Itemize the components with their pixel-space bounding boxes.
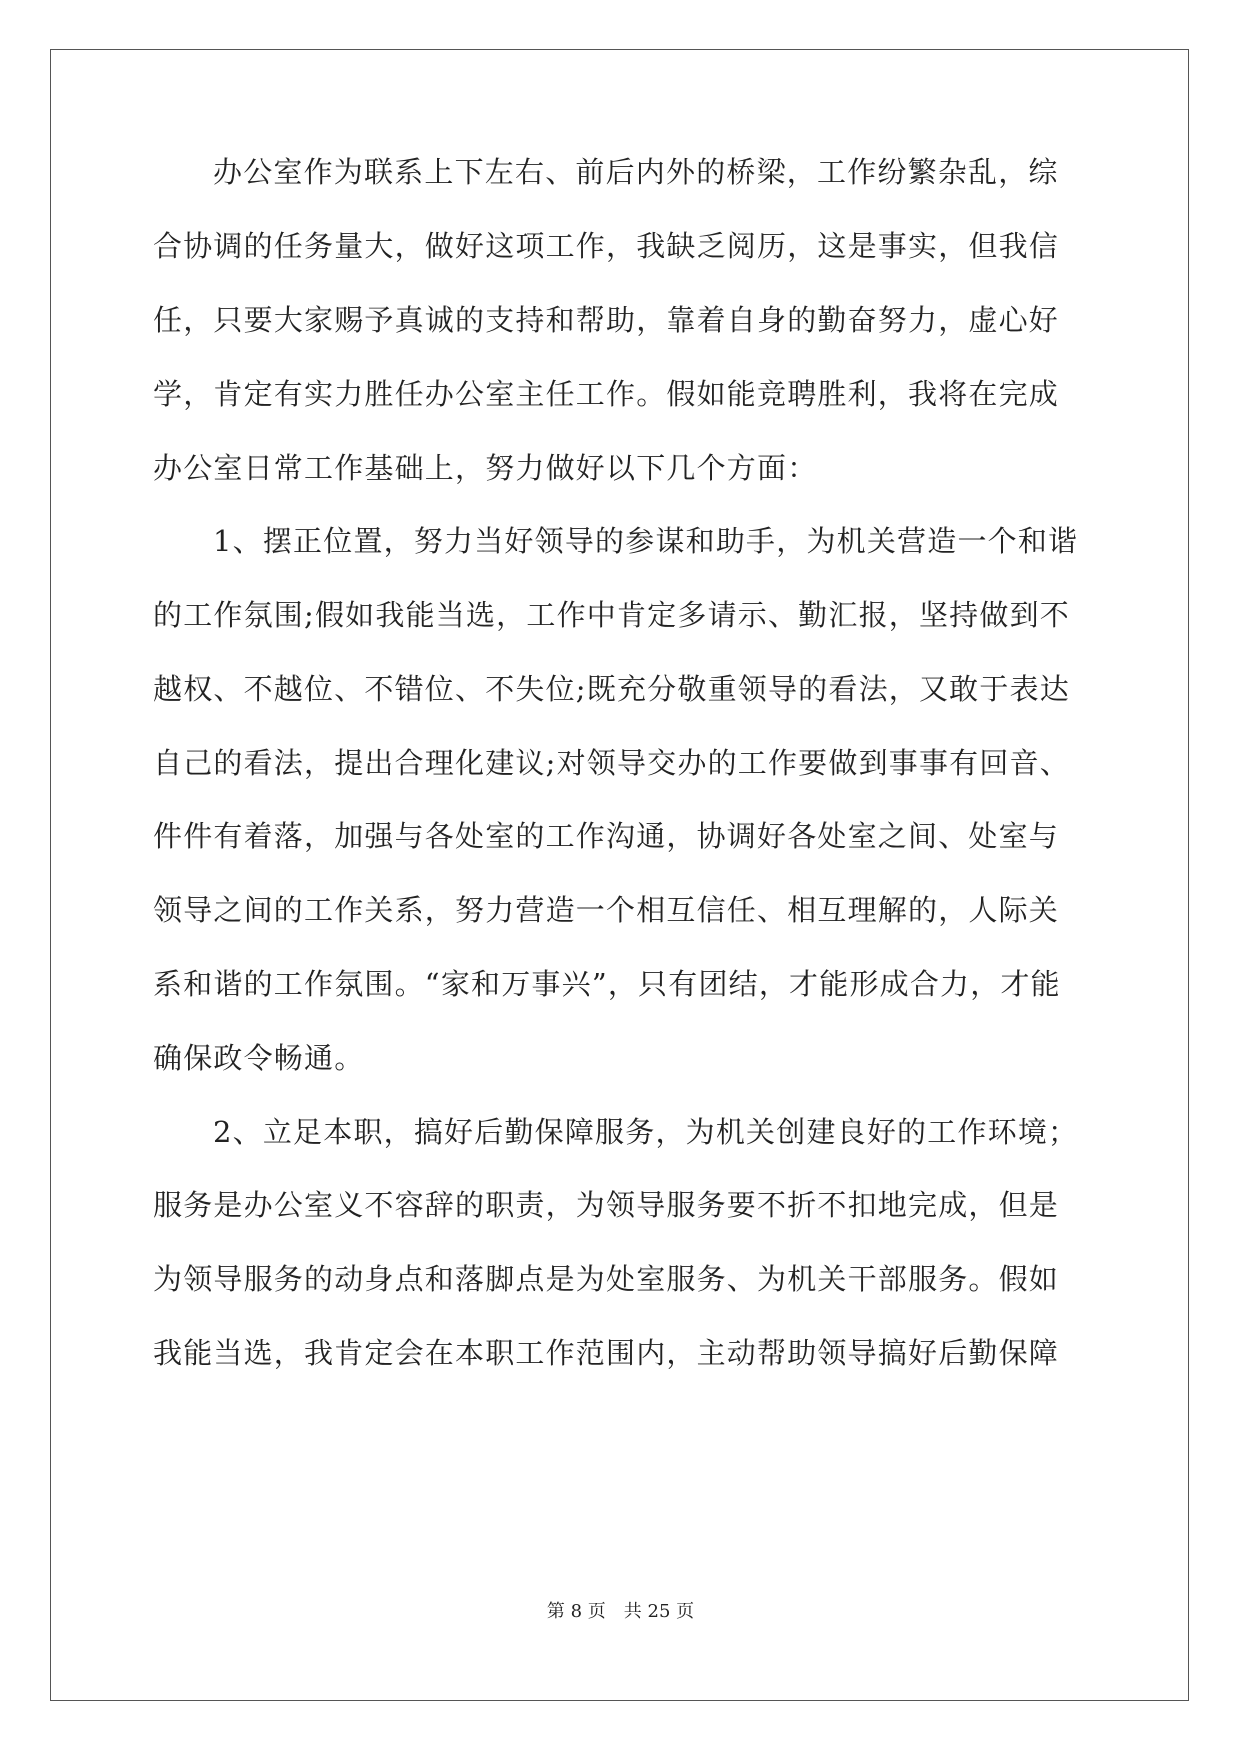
paragraph-line: 越权、不越位、不错位、不失位;既充分敬重领导的看法，又敢于表达 <box>153 672 1070 706</box>
paragraph-line: 学，肯定有实力胜任办公室主任工作。假如能竞聘胜利，我将在完成 <box>153 377 1060 411</box>
paragraph-line: 确保政令畅通。 <box>153 1041 365 1075</box>
paragraph-line: 领导之间的工作关系，努力营造一个相互信任、相互理解的，人际关 <box>153 893 1060 927</box>
paragraph-line: 办公室日常工作基础上，努力做好以下几个方面： <box>153 451 818 485</box>
paragraph-line: 为领导服务的动身点和落脚点是为处室服务、为机关干部服务。假如 <box>153 1262 1060 1296</box>
paragraph-line: 的工作氛围;假如我能当选，工作中肯定多请示、勤汇报，坚持做到不 <box>153 598 1070 632</box>
paragraph-line: 服务是办公室义不容辞的职责，为领导服务要不折不扣地完成，但是 <box>153 1188 1060 1222</box>
page-number: 第 8 页 <box>546 1601 606 1622</box>
paragraph-line: 合协调的任务量大，做好这项工作，我缺乏阅历，这是事实，但我信 <box>153 229 1060 263</box>
paragraph-line: 自己的看法，提出合理化建议;对领导交办的工作要做到事事有回音、 <box>153 746 1070 780</box>
page-footer <box>0 1601 1241 1623</box>
paragraph-line: 2、立足本职，搞好后勤保障服务，为机关创建良好的工作环境； <box>213 1115 1079 1149</box>
paragraph-line: 件件有着落，加强与各处室的工作沟通，协调好各处室之间、处室与 <box>153 819 1060 853</box>
paragraph-line: 任，只要大家赐予真诚的支持和帮助，靠着自身的勤奋努力，虚心好 <box>153 303 1060 337</box>
page-total: 共 25 页 <box>623 1601 695 1622</box>
paragraph-line: 办公室作为联系上下左右、前后内外的桥梁，工作纷繁杂乱，综 <box>213 155 1059 189</box>
paragraph-line: 我能当选，我肯定会在本职工作范围内，主动帮助领导搞好后勤保障 <box>153 1336 1060 1370</box>
page-border <box>50 49 1189 1701</box>
paragraph-line: 1、摆正位置，努力当好领导的参谋和助手，为机关营造一个和谐 <box>213 524 1079 558</box>
paragraph-line: 系和谐的工作氛围。“家和万事兴”，只有团结，才能形成合力，才能 <box>153 967 1061 1001</box>
